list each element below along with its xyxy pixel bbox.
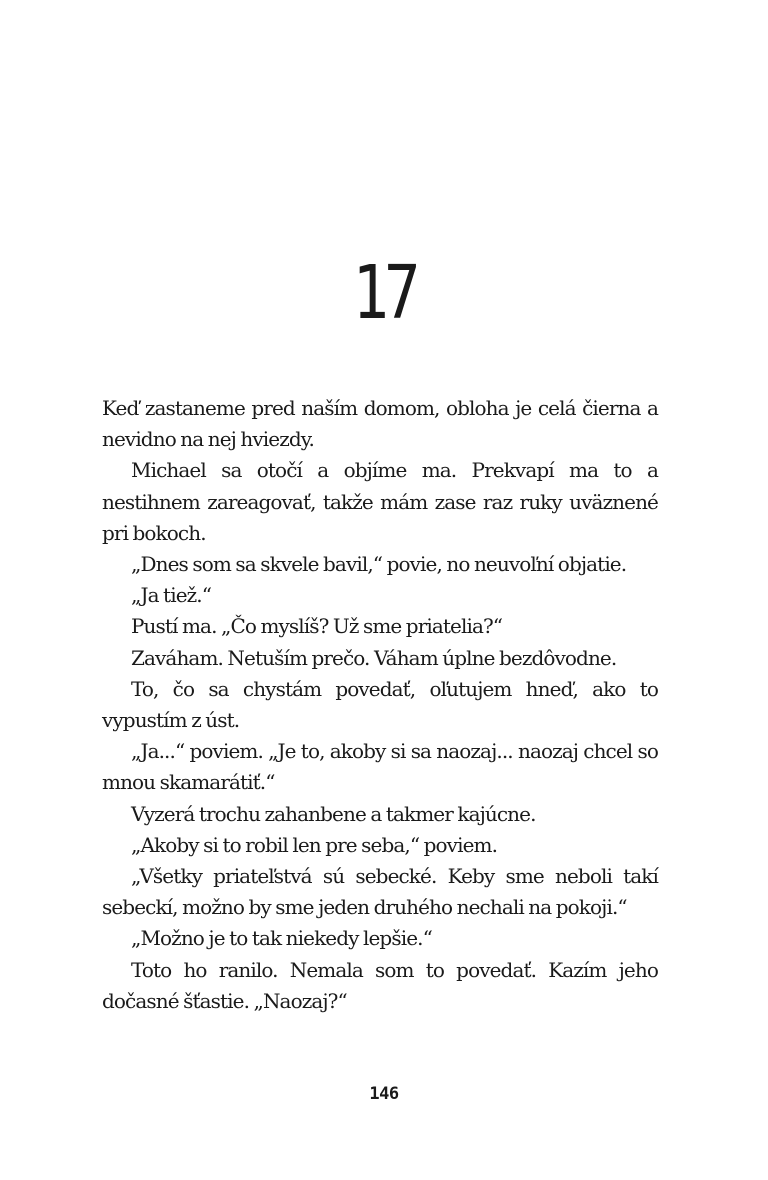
paragraph: „Dnes som sa skvele bavil,“ povie, no neuvoľní objatie. [131,552,627,577]
paragraph: Vyzerá trochu zahanbene a takmer kajúcne. [131,801,536,826]
paragraph: „Ja...“ poviem. „Je to, akoby si sa naozaj... naozaj chcel so mnou skamarátiť.“ [102,739,658,795]
paragraph: Keď zastaneme pred naším domom, obloha je celá čierna a nevidno na nej hviezdy. [102,396,658,452]
paragraph: „Akoby si to robil len pre seba,“ poviem. [131,832,498,857]
chapter-body [102,393,658,1017]
paragraph: Toto ho ranilo. Nemala som to povedať. Kazím jeho dočasné šťastie. „Naozaj?“ [102,957,658,1013]
paragraph: „Všetky priateľstvá sú sebecké. Keby sme neboli takí sebeckí, možno by sme jeden druhého nechali na pokoji.“ [102,864,658,920]
paragraph: „Ja tiež.“ [131,583,212,608]
page-number: 146 [369,1084,399,1104]
paragraph: Michael sa otočí a objíme ma. Prekvapí ma to a nestihnem zareagovať, takže mám zase raz ruky uväznené pri bokoch. [102,458,658,545]
paragraph: Pustí ma. „Čo myslíš? Už sme priatelia?“ [131,614,503,639]
paragraph: „Možno je to tak niekedy lepšie.“ [131,926,432,951]
paragraph: Zaváham. Netuším prečo. Váham úplne bezdôvodne. [131,645,617,670]
paragraph: To, čo sa chystám povedať, oľutujem hneď, ako to vypustím z úst. [102,676,658,733]
chapter-number: 17 [352,250,416,336]
